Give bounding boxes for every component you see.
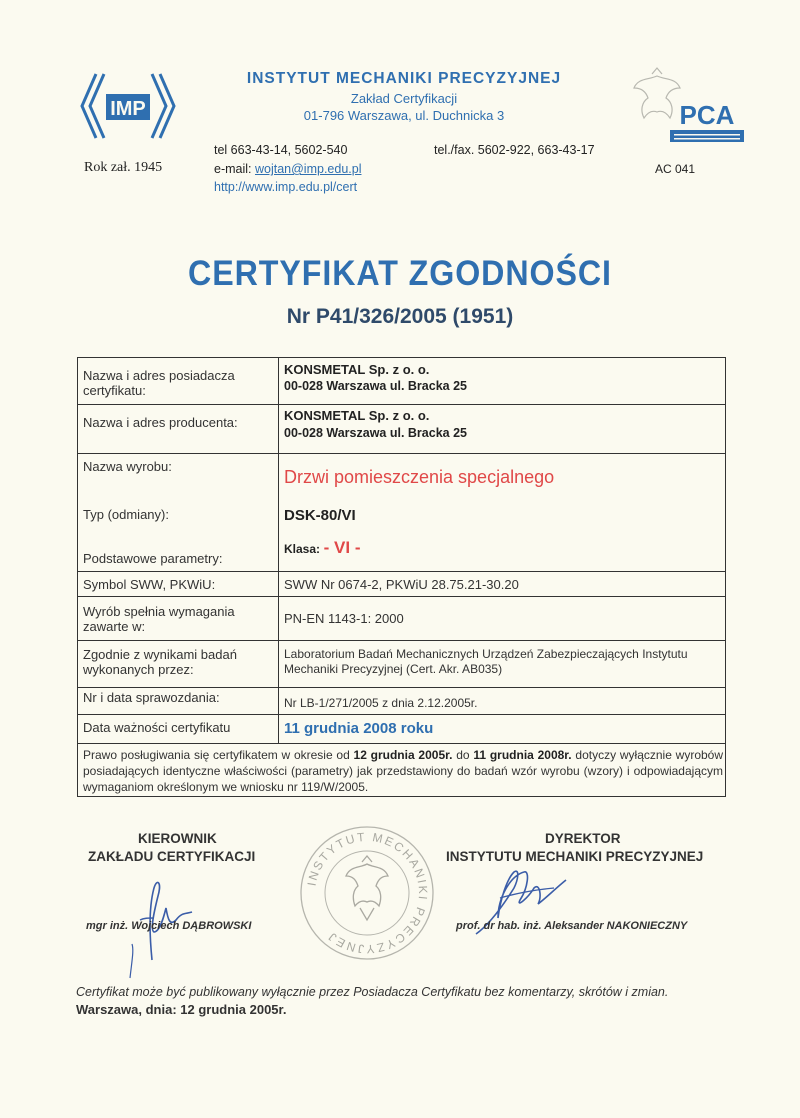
symbol-row bbox=[78, 572, 725, 597]
clause-text bbox=[83, 747, 723, 795]
holder-address: 00-028 Warszawa ul. Bracka 25 bbox=[284, 379, 467, 393]
lab-value: Laboratorium Badań Mechanicznych Urządzeń Zabezpieczających Instytutu Mechaniki Precyzyjnej (Cert. Akr. AB035) bbox=[284, 647, 688, 676]
left-signatory-name: mgr inż. Wojciech DĄBROWSKI bbox=[86, 920, 252, 932]
accreditation-number: AC 041 bbox=[655, 162, 696, 176]
holder-name: KONSMETAL Sp. z o. o. bbox=[284, 362, 430, 377]
report-label: Nr i data sprawozdania: bbox=[83, 690, 220, 705]
symbol-label: Symbol SWW, PKWiU: bbox=[83, 577, 216, 592]
phone-numbers: tel 663-43-14, 5602-540 bbox=[214, 143, 348, 157]
email-link[interactable]: wojtan@imp.edu.pl bbox=[254, 162, 362, 176]
seal-text: INSTYTUT MECHANIKI PRECYZYJNEJ bbox=[304, 829, 431, 957]
clause-part-3: dotyczy wyłącznie wyrobów posiadających identyczne właściwości (parametry) jak przedstawiony do badań wzór wyrobu (wzory) i odpowiadającym wymaganiom określonym we wniosku nr 119/W/2005. bbox=[83, 748, 724, 794]
params-prefix: Klasa: bbox=[284, 542, 321, 556]
symbol-value: SWW Nr 0674-2, PKWiU 28.75.21-30.20 bbox=[284, 577, 519, 592]
institute-name: INSTYTUT MECHANIKI PRECYZYJNEJ bbox=[246, 70, 562, 87]
issue-place-date: Warszawa, dnia: 12 grudnia 2005r. bbox=[76, 1002, 287, 1017]
email-prefix: e-mail: bbox=[214, 162, 255, 176]
pca-logo bbox=[668, 98, 746, 146]
certificate-number: Nr P41/326/2005 (1951) bbox=[286, 305, 514, 328]
left-signatory-title-2: ZAKŁADU CERTYFIKACJI bbox=[88, 849, 256, 864]
requirements-label: Wyrób spełnia wymagania zawarte w: bbox=[83, 604, 235, 634]
clause-date-from: 12 grudnia 2005r. bbox=[353, 748, 453, 762]
clause-part-2: do bbox=[452, 748, 474, 762]
validity-value: 11 grudnia 2008 roku bbox=[284, 720, 434, 737]
report-row bbox=[78, 688, 725, 715]
right-signatory-title-1: DYREKTOR bbox=[545, 831, 621, 846]
lab-label: Zgodnie z wynikami badań wykonanych przez: bbox=[83, 647, 237, 677]
type-row bbox=[78, 500, 725, 536]
product-row bbox=[78, 454, 725, 500]
department-address: 01-796 Warszawa, ul. Duchnicka 3 bbox=[303, 108, 505, 123]
official-seal bbox=[298, 824, 436, 962]
fax-numbers: tel./fax. 5602-922, 663-43-17 bbox=[434, 143, 595, 157]
svg-text:INSTYTUT MECHANIKI PRECYZYJNEJ bbox=[305, 830, 431, 956]
publication-note: Certyfikat może być publikowany wyłącznie przez Posiadacza Certyfikatu bez komentarzy, skrótów i zmian. bbox=[76, 985, 669, 999]
type-value: DSK-80/VI bbox=[284, 507, 356, 524]
right-signatory-title-2: INSTYTUTU MECHANIKI PRECYZYJNEJ bbox=[446, 849, 704, 864]
right-signatory-name: prof. dr hab. inż. Aleksander NAKONIECZNY bbox=[456, 920, 688, 932]
validity-row bbox=[78, 715, 725, 744]
imp-logo-text: IMP bbox=[110, 98, 146, 120]
holder-row bbox=[78, 358, 725, 405]
lab-row bbox=[78, 641, 725, 688]
holder-label: Nazwa i adres posiadacza certyfikatu: bbox=[83, 368, 235, 398]
requirements-row bbox=[78, 597, 725, 641]
params-value: - VI - bbox=[323, 538, 361, 557]
validity-label: Data ważności certyfikatu bbox=[83, 720, 231, 735]
clause-part-1: Prawo posługiwania się certyfikatem w okresie od bbox=[83, 748, 354, 762]
producer-row bbox=[78, 405, 725, 454]
producer-label: Nazwa i adres producenta: bbox=[83, 415, 238, 430]
product-value: Drzwi pomieszczenia specjalnego bbox=[284, 467, 555, 487]
imp-logo bbox=[78, 70, 178, 142]
clause-row bbox=[78, 744, 725, 796]
producer-address: 00-028 Warszawa ul. Bracka 25 bbox=[284, 426, 467, 440]
department-name: Zakład Certyfikacji bbox=[350, 91, 458, 106]
params-value-wrap bbox=[284, 540, 361, 557]
email-row bbox=[214, 162, 361, 176]
product-label: Nazwa wyrobu: bbox=[83, 459, 172, 474]
founded-year: Rok zał. 1945 bbox=[84, 160, 163, 175]
pca-logo-text: PCA bbox=[679, 100, 735, 130]
type-label: Typ (odmiany): bbox=[83, 507, 169, 522]
left-signatory-title-1: KIEROWNIK bbox=[138, 831, 217, 846]
requirements-value: PN-EN 1143-1: 2000 bbox=[284, 611, 404, 626]
params-label: Podstawowe parametry: bbox=[83, 551, 223, 566]
clause-date-to: 11 grudnia 2008r. bbox=[473, 748, 572, 762]
certificate-table bbox=[77, 357, 726, 797]
producer-name: KONSMETAL Sp. z o. o. bbox=[284, 408, 430, 423]
certificate-title: CERTYFIKAT ZGODNOŚCI bbox=[188, 254, 612, 293]
params-row bbox=[78, 536, 725, 572]
report-value: Nr LB-1/271/2005 z dnia 2.12.2005r. bbox=[284, 696, 478, 710]
website-link[interactable]: http://www.imp.edu.pl/cert bbox=[214, 180, 358, 194]
